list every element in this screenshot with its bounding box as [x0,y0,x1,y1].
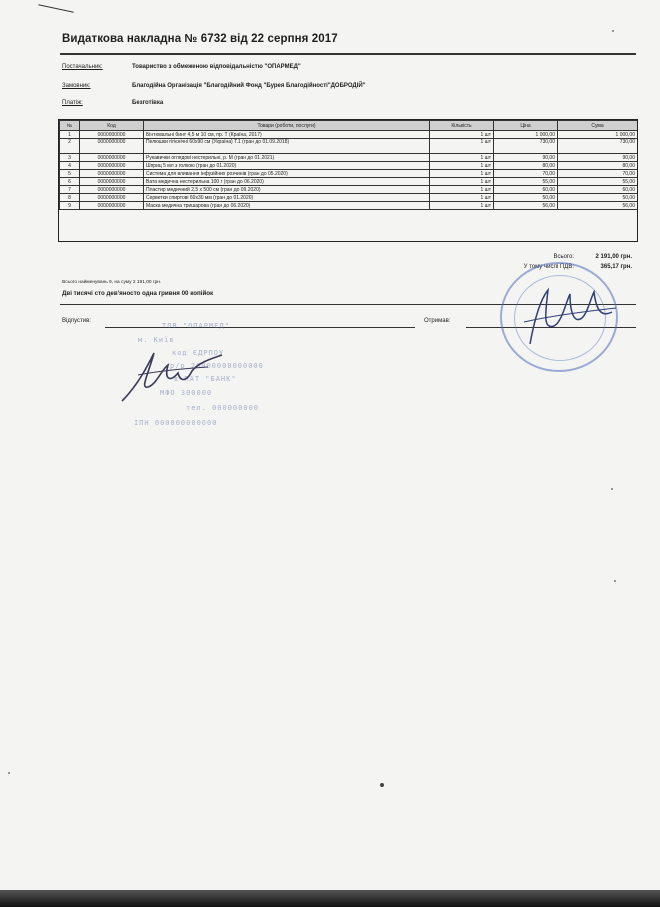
row-quantity: 1 шт [430,178,494,186]
stamp-line: тел. 000000000 [186,404,260,412]
row-quantity: 1 шт [430,131,494,139]
row-sum: 55,00 [558,178,638,186]
buyer-label: Замовник: [62,83,91,89]
row-code: 0000000000 [80,162,144,170]
scan-mark [380,783,384,787]
scan-speck [614,580,616,582]
row-price: 60,00 [494,186,558,194]
row-quantity: 1 шт [430,170,494,178]
row-goods: Шприц 5 мл з голкою (гран до 01.2020) [144,162,430,170]
scan-speck [611,488,613,490]
header-quantity: Кількість [430,121,494,131]
row-goods: Бінтювальні бинт 4,5 м 10 см, пр. Т (Країна, 2017) [144,131,430,139]
stamp-line: ТОВ "ОПАРМЕД" [162,322,230,330]
row-quantity: 1 шт [430,154,494,162]
total-label: Всього: [553,254,574,260]
supplier-value: Товариство з обмеженою відповідальністю "ОПАРМЕД" [132,64,301,70]
header-code: Код [80,121,144,131]
stamp-line: МФО 300000 [160,389,213,397]
items-summary: Всього найменувань 9, на суму 2 191,00 грн. [62,280,162,285]
stamp-line: м. Київ [138,336,175,344]
scan-artifact [38,4,73,12]
header-number: № [60,121,80,131]
row-price: 55,00 [494,178,558,186]
table-row [60,186,638,194]
total-value: 2 191,00 грн. [595,254,632,260]
title-divider [60,53,636,55]
row-goods: Маска медична тришарова (гран до 06.2020) [144,202,430,210]
scan-edge [0,890,660,907]
header-goods: Товари (роботи, послуги) [144,121,430,131]
row-number: 4 [60,162,80,170]
row-price: 1 000,00 [494,131,558,139]
row-number: 6 [60,178,80,186]
row-price: 80,00 [494,162,558,170]
row-sum: 730,00 [558,139,638,154]
row-code: 0000000000 [80,131,144,139]
terms-label: Платіж: [62,100,83,106]
issuer-signature [118,345,238,405]
supplier-label: Постачальник: [62,64,103,70]
row-number: 8 [60,194,80,202]
row-quantity: 1 шт [430,186,494,194]
goods-table [59,120,638,210]
row-price: 90,00 [494,154,558,162]
row-sum: 60,00 [558,186,638,194]
received-by-label: Отримав: [424,318,451,324]
table-row [60,178,638,186]
row-goods: Пластир медичний 2,5 х 500 см (гран до 09.2020) [144,186,430,194]
row-code: 0000000000 [80,170,144,178]
stamp-line: р/р 26000000000000 [170,362,264,370]
total-row [553,254,632,260]
amount-in-words: Дві тисячі сто дев'яносто одна гривня 00 копійок [62,290,214,297]
row-goods: Пелюшки гігієнічні 60х90 см (Україна) Т.1 (гран до 01.09.2018) [144,139,430,154]
row-code: 0000000000 [80,139,144,154]
header-price: Ціна [494,121,558,131]
row-code: 0000000000 [80,154,144,162]
supplier-row [62,64,301,70]
stamp-line: код ЄДРПОУ [172,349,225,357]
buyer-value: Благодійна Організація "Благодійний Фонд "Бурея Благодійності"ДОБРОДІЙ" [132,83,366,89]
row-code: 0000000000 [80,202,144,210]
row-sum: 90,00 [558,154,638,162]
terms-value: Безготівка [132,100,164,106]
receiver-signature [520,282,620,352]
row-goods: Вата медична нестерильна 100 г (гран до 06.2020) [144,178,430,186]
scan-speck [612,30,614,32]
vat-label: У тому числі ПДВ: [523,264,574,270]
row-number: 1 [60,131,80,139]
row-code: 0000000000 [80,178,144,186]
table-row [60,194,638,202]
row-sum: 80,00 [558,162,638,170]
table-row [60,202,638,210]
row-goods: Система для вливання інфузійних розчинів (гран до 05.2020) [144,170,430,178]
row-quantity: 1 шт [430,162,494,170]
row-goods: Серветки спиртові 60х30 мм (гран до 01.2020) [144,194,430,202]
row-sum: 56,00 [558,202,638,210]
row-price: 56,00 [494,202,558,210]
table-row [60,170,638,178]
row-number: 5 [60,170,80,178]
row-quantity: 1 шт [430,202,494,210]
row-price: 50,00 [494,194,558,202]
stamp-line: ІПН 000000000000 [134,419,218,427]
table-row [60,162,638,170]
stamp-line: в ПАТ "БАНК" [174,375,237,383]
row-code: 0000000000 [80,186,144,194]
row-sum: 70,00 [558,170,638,178]
terms-row [62,100,163,106]
row-goods: Рукавички оглядові нестерильні, р. М (гран до 01.2021) [144,154,430,162]
header-sum: Сума [558,121,638,131]
table-body [60,131,638,210]
row-code: 0000000000 [80,194,144,202]
table-row [60,154,638,162]
row-quantity: 1 шт [430,194,494,202]
table-header-row [60,121,638,131]
row-price: 70,00 [494,170,558,178]
invoice-title: Видаткова накладна № 6732 від 22 серпня 2017 [62,33,338,45]
scan-speck [8,772,10,774]
row-number: 9 [60,202,80,210]
row-number: 7 [60,186,80,194]
row-number: 2 [60,139,80,154]
row-quantity: 1 шт [430,139,494,154]
vat-value: 365,17 грн. [600,264,632,270]
table-row [60,139,638,154]
buyer-row [62,83,366,89]
issued-by-label: Відпустив: [62,318,91,324]
row-price: 730,00 [494,139,558,154]
table-row [60,131,638,139]
row-number: 3 [60,154,80,162]
row-sum: 1 000,00 [558,131,638,139]
row-sum: 50,00 [558,194,638,202]
